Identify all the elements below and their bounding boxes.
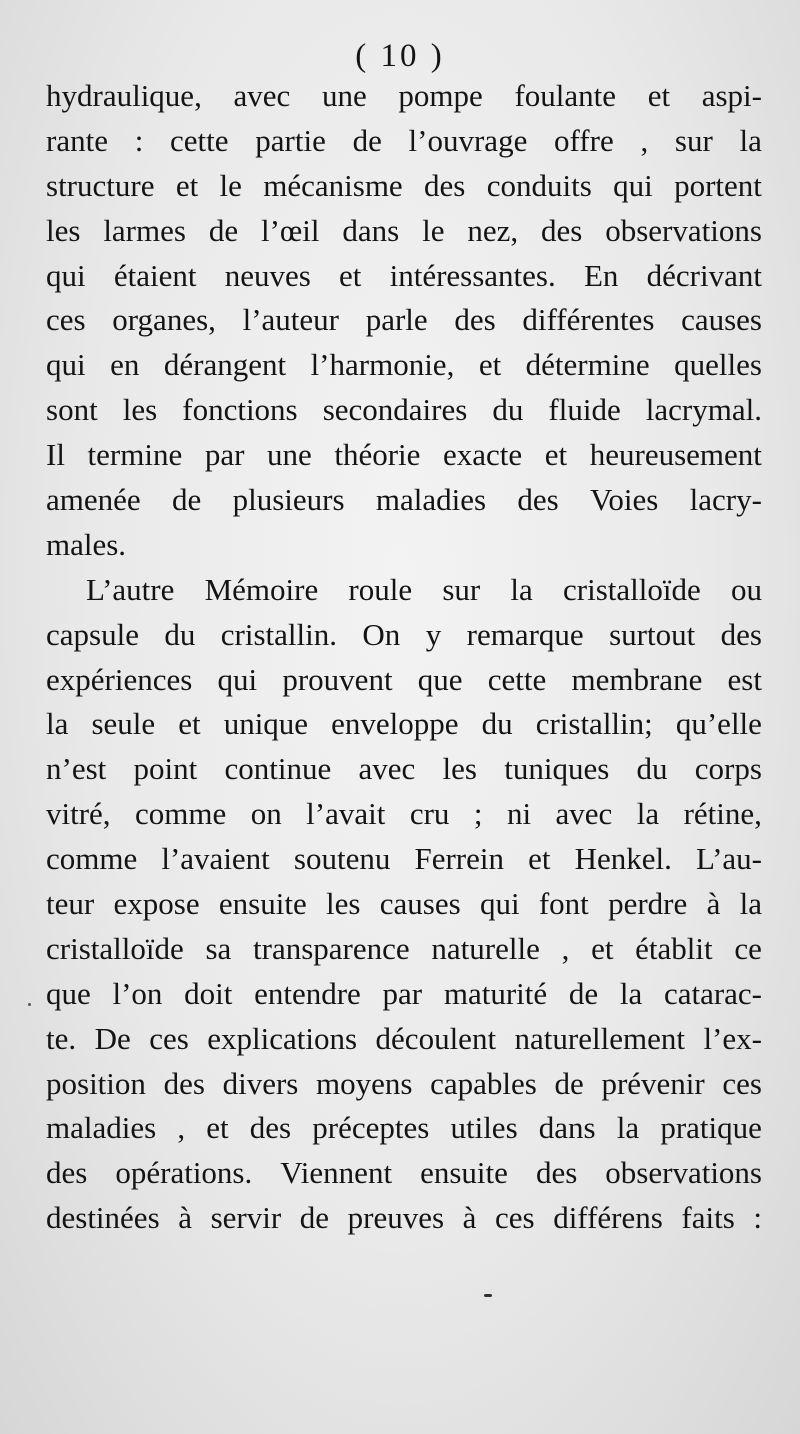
word: explications bbox=[207, 1020, 358, 1056]
word: cristalloïde bbox=[46, 930, 184, 966]
text-line bbox=[46, 433, 762, 478]
text-line bbox=[46, 658, 762, 703]
word: doit bbox=[184, 975, 233, 1011]
word: destinées bbox=[46, 1200, 160, 1236]
word: de bbox=[171, 482, 202, 518]
word: ni bbox=[506, 796, 532, 832]
word: à bbox=[178, 1200, 192, 1236]
text-line bbox=[46, 478, 762, 523]
word: cette bbox=[170, 122, 229, 158]
word: L’au- bbox=[695, 841, 762, 877]
word: parle bbox=[365, 302, 428, 338]
word: De bbox=[94, 1020, 131, 1056]
word: sa bbox=[205, 930, 232, 966]
word: la bbox=[739, 122, 762, 158]
word: cette bbox=[487, 661, 547, 697]
word: neuves bbox=[224, 257, 311, 293]
page-number: ( 10 ) bbox=[355, 38, 445, 74]
word: pratique bbox=[660, 1110, 762, 1146]
word: Henkel. bbox=[574, 841, 672, 877]
word: à bbox=[706, 886, 721, 922]
word: font bbox=[538, 886, 589, 922]
word: l’œil bbox=[260, 212, 320, 248]
word: unique bbox=[223, 706, 309, 742]
word: l’avaient bbox=[161, 841, 270, 877]
word: l’on bbox=[112, 975, 163, 1011]
word: détermine bbox=[525, 347, 650, 383]
text-line bbox=[46, 702, 762, 747]
word: ces bbox=[46, 302, 86, 338]
text-line bbox=[46, 343, 762, 388]
word: cristallin. bbox=[220, 616, 338, 652]
word: et bbox=[528, 841, 551, 877]
word: sont bbox=[46, 392, 98, 428]
word: théorie bbox=[334, 437, 421, 473]
word: surtout bbox=[609, 616, 696, 652]
word: ces bbox=[495, 1200, 535, 1236]
word: Voies bbox=[590, 482, 659, 518]
word: prévenir bbox=[601, 1065, 705, 1101]
word: et bbox=[544, 437, 568, 473]
word: causes bbox=[379, 886, 461, 922]
text-line bbox=[46, 613, 762, 658]
word: lacry- bbox=[689, 482, 762, 518]
word: expose bbox=[113, 886, 200, 922]
text-line bbox=[46, 119, 762, 164]
word: termine bbox=[87, 437, 183, 473]
word: Ferrein bbox=[414, 841, 504, 877]
word: structure bbox=[46, 167, 155, 203]
word: mécanisme bbox=[263, 167, 403, 203]
word: pompe bbox=[398, 78, 483, 113]
word: L’autre bbox=[86, 571, 175, 607]
text-line bbox=[46, 1017, 762, 1062]
word: , bbox=[640, 122, 649, 158]
word: comme bbox=[46, 841, 138, 877]
word: et bbox=[175, 167, 199, 203]
text-line bbox=[46, 747, 762, 792]
word: par bbox=[382, 975, 423, 1011]
word: hydraulique, bbox=[46, 78, 202, 113]
word: amenée bbox=[46, 482, 141, 518]
word: les bbox=[46, 212, 81, 248]
word: l’avait bbox=[306, 796, 386, 832]
word: par bbox=[204, 437, 245, 473]
word: et bbox=[478, 347, 502, 383]
word: membrane bbox=[571, 661, 703, 697]
word: catarac- bbox=[663, 975, 762, 1011]
word: cristallin; bbox=[535, 706, 653, 742]
word: heureusement bbox=[589, 437, 762, 473]
word: du bbox=[636, 751, 668, 787]
word: , bbox=[177, 1110, 186, 1146]
word: établit bbox=[635, 930, 713, 966]
word: dans bbox=[342, 212, 400, 248]
word: qui bbox=[479, 886, 520, 922]
word: intéressantes. bbox=[389, 257, 556, 293]
word: , bbox=[561, 930, 570, 966]
word: causes bbox=[681, 302, 762, 338]
word: de bbox=[208, 212, 239, 248]
word: cristalloïde bbox=[563, 571, 701, 607]
word: secondaires bbox=[322, 392, 468, 428]
word: une bbox=[267, 437, 312, 473]
word: rétine, bbox=[683, 796, 762, 832]
word: organes, bbox=[112, 302, 216, 338]
word: naturelle bbox=[431, 930, 540, 966]
word: la bbox=[46, 706, 69, 742]
word: servir bbox=[210, 1200, 282, 1236]
word: le bbox=[219, 167, 242, 203]
word: seule bbox=[91, 706, 156, 742]
word: des bbox=[541, 212, 583, 248]
word: et bbox=[647, 78, 671, 113]
word: nez, bbox=[467, 212, 519, 248]
word: des bbox=[517, 482, 559, 518]
word: remarque bbox=[466, 616, 584, 652]
word: une bbox=[321, 78, 367, 113]
word: qui bbox=[217, 661, 258, 697]
word: la bbox=[616, 1110, 640, 1146]
word: découlent bbox=[375, 1020, 497, 1056]
word: utiles bbox=[450, 1110, 518, 1146]
word: décrivant bbox=[646, 257, 762, 293]
text-line bbox=[46, 568, 762, 613]
word: en bbox=[110, 347, 140, 383]
word: lacrymal. bbox=[645, 392, 762, 428]
body-text bbox=[46, 74, 762, 1241]
word: des bbox=[535, 1155, 578, 1191]
word: expériences bbox=[46, 661, 193, 697]
word: et bbox=[591, 930, 614, 966]
word: Il bbox=[46, 437, 65, 473]
word: : bbox=[134, 122, 144, 158]
word: qui bbox=[46, 347, 86, 383]
word: fonctions bbox=[182, 392, 298, 428]
text-line bbox=[46, 254, 762, 299]
word: qui bbox=[46, 257, 86, 293]
word: la bbox=[510, 571, 533, 607]
word: quelles bbox=[674, 347, 762, 383]
word: maturité bbox=[443, 975, 548, 1011]
word: position bbox=[46, 1065, 146, 1101]
word: soutenu bbox=[293, 841, 391, 877]
word: transparence bbox=[253, 930, 410, 966]
text-line bbox=[46, 1196, 762, 1241]
word: faits bbox=[681, 1200, 735, 1236]
word: des bbox=[454, 302, 496, 338]
word: sur bbox=[442, 571, 481, 607]
text-line bbox=[46, 792, 762, 837]
word: avec bbox=[358, 751, 416, 787]
word: la bbox=[636, 796, 660, 832]
word: qu’elle bbox=[675, 706, 762, 742]
text-line: males. bbox=[46, 526, 127, 562]
word: observations bbox=[605, 1155, 762, 1191]
word: et bbox=[206, 1110, 229, 1146]
word: de bbox=[554, 1065, 584, 1101]
text-line bbox=[46, 164, 762, 209]
text-line bbox=[46, 388, 762, 433]
word: maladies bbox=[375, 482, 487, 518]
text-line bbox=[46, 1151, 762, 1196]
word: tuniques bbox=[504, 751, 610, 787]
word: larmes bbox=[103, 212, 186, 248]
word: des bbox=[163, 1065, 205, 1101]
word: des bbox=[424, 167, 466, 203]
word: rante bbox=[46, 122, 108, 158]
word: vitré, bbox=[46, 796, 111, 832]
word: avec bbox=[233, 78, 291, 113]
word: des bbox=[720, 616, 762, 652]
word: dans bbox=[538, 1110, 596, 1146]
text-line bbox=[46, 882, 762, 927]
word: On bbox=[362, 616, 401, 652]
word: portent bbox=[674, 167, 762, 203]
word: capables bbox=[430, 1065, 537, 1101]
word: roule bbox=[348, 571, 413, 607]
word: te. bbox=[46, 1020, 77, 1056]
word: les bbox=[326, 886, 361, 922]
word: dérangent bbox=[163, 347, 287, 383]
word: observations bbox=[605, 212, 762, 248]
word: différentes bbox=[522, 302, 655, 338]
word: à bbox=[462, 1200, 477, 1236]
word: est bbox=[727, 661, 762, 697]
word: l’ouvrage bbox=[408, 122, 528, 158]
word: prouvent bbox=[282, 661, 393, 697]
word: moyens bbox=[316, 1065, 413, 1101]
word: exacte bbox=[443, 437, 523, 473]
word: foulante bbox=[514, 78, 617, 113]
word: continue bbox=[224, 751, 332, 787]
word: perdre bbox=[608, 886, 688, 922]
word: opérations. bbox=[115, 1155, 253, 1191]
text-line bbox=[46, 298, 762, 343]
word: n’est bbox=[46, 751, 107, 787]
word: fluide bbox=[548, 392, 621, 428]
word: ce bbox=[734, 930, 762, 966]
word: du bbox=[492, 392, 524, 428]
word: Viennent bbox=[280, 1155, 393, 1191]
word: conduits bbox=[486, 167, 592, 203]
text-line bbox=[46, 927, 762, 972]
word: cru bbox=[409, 796, 450, 832]
word: point bbox=[133, 751, 198, 787]
word: avec bbox=[555, 796, 613, 832]
word: des bbox=[46, 1155, 88, 1191]
word: le bbox=[422, 212, 445, 248]
text-line bbox=[46, 209, 762, 254]
word: partie bbox=[255, 122, 326, 158]
word: préceptes bbox=[312, 1110, 430, 1146]
word: de bbox=[568, 975, 599, 1011]
text-line bbox=[46, 972, 762, 1017]
word: corps bbox=[694, 751, 762, 787]
word: l’harmonie, bbox=[310, 347, 455, 383]
word: maladies bbox=[46, 1110, 157, 1146]
word: la bbox=[739, 886, 762, 922]
word: offre bbox=[554, 122, 614, 158]
text-line bbox=[46, 74, 762, 119]
word: : bbox=[753, 1200, 762, 1236]
word: ou bbox=[730, 571, 762, 607]
word: ces bbox=[149, 1020, 189, 1056]
word: du bbox=[481, 706, 513, 742]
word: sur bbox=[674, 122, 713, 158]
word: entendre bbox=[254, 975, 361, 1011]
word: que bbox=[46, 975, 91, 1011]
word: naturellement bbox=[514, 1020, 685, 1056]
word: l’ex- bbox=[703, 1020, 762, 1056]
word: les bbox=[442, 751, 477, 787]
word: on bbox=[250, 796, 282, 832]
word: l’auteur bbox=[242, 302, 339, 338]
word: En bbox=[583, 257, 619, 293]
word: des bbox=[249, 1110, 292, 1146]
word: enveloppe bbox=[331, 706, 459, 742]
word: et bbox=[339, 257, 362, 293]
margin-speck bbox=[28, 1003, 31, 1006]
text-line bbox=[46, 1106, 762, 1151]
word: teur bbox=[46, 886, 95, 922]
word: qui bbox=[613, 167, 653, 203]
word: ; bbox=[473, 796, 483, 832]
word: étaient bbox=[113, 257, 197, 293]
text-line bbox=[46, 837, 762, 882]
word: de bbox=[299, 1200, 330, 1236]
word: divers bbox=[222, 1065, 299, 1101]
word: les bbox=[122, 392, 158, 428]
word: différens bbox=[553, 1200, 663, 1236]
word: aspi- bbox=[701, 78, 762, 113]
word: preuves bbox=[347, 1200, 445, 1236]
word: y bbox=[425, 616, 442, 652]
word: de bbox=[352, 122, 382, 158]
word: et bbox=[178, 706, 201, 742]
word: ces bbox=[722, 1065, 762, 1101]
word: capsule bbox=[46, 616, 139, 652]
word: du bbox=[164, 616, 196, 652]
word: comme bbox=[135, 796, 227, 832]
word: ensuite bbox=[218, 886, 307, 922]
word: la bbox=[619, 975, 643, 1011]
word: Mémoire bbox=[204, 571, 319, 607]
word: que bbox=[417, 661, 463, 697]
word: ensuite bbox=[420, 1155, 508, 1191]
word: plusieurs bbox=[232, 482, 345, 518]
ink-mark bbox=[484, 1294, 492, 1297]
text-line bbox=[46, 1062, 762, 1107]
